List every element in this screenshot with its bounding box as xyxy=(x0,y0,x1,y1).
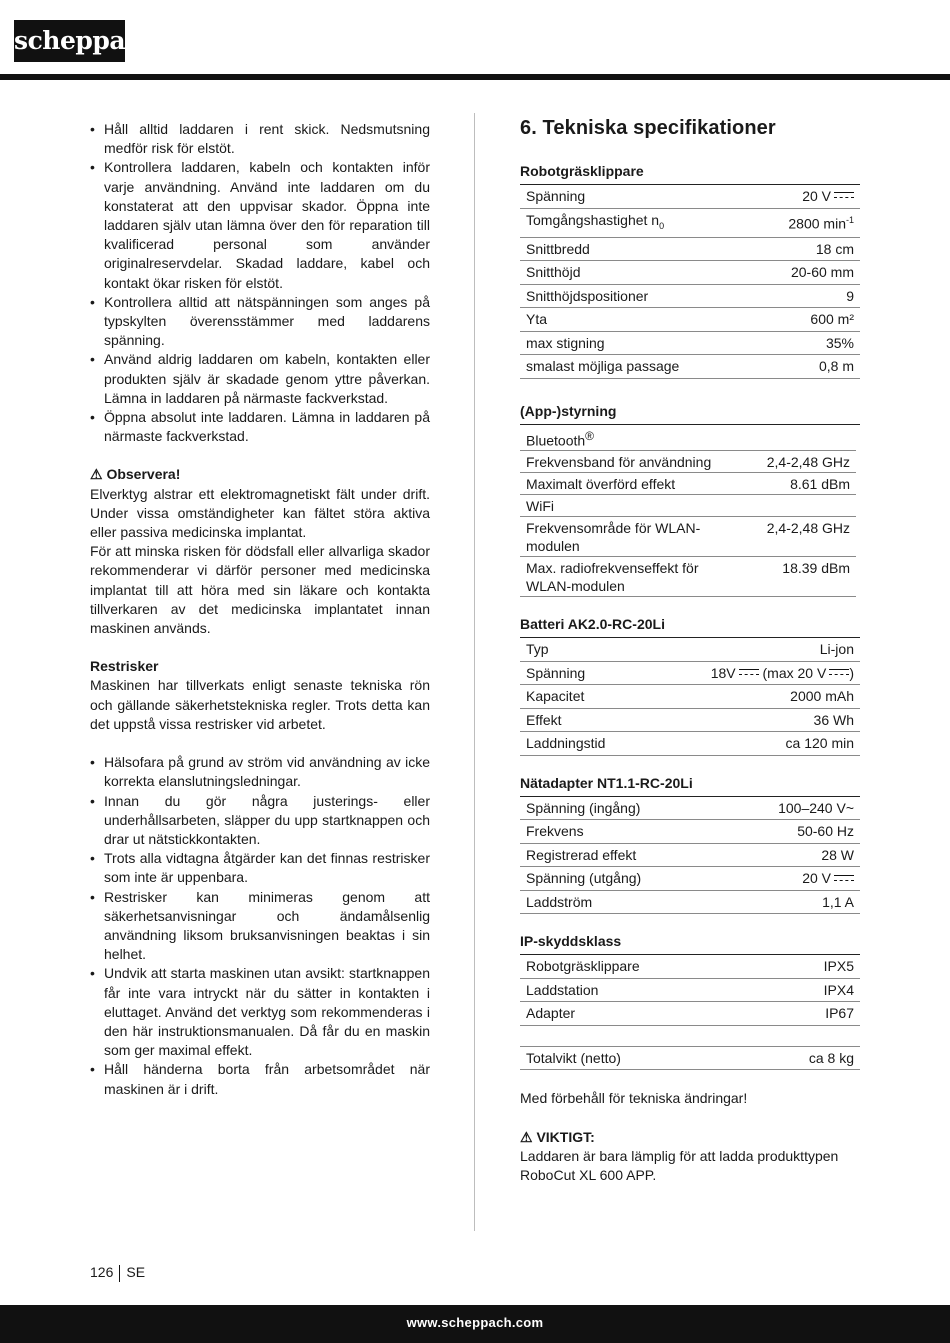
app-control-heading: (App-)styrning xyxy=(520,401,860,425)
table-row xyxy=(520,517,856,557)
list-item: • Öppna absolut inte laddaren. Lämna in laddaren på närmaste fackverkstad. xyxy=(90,408,430,446)
spec-value: 36 Wh xyxy=(646,708,860,732)
spec-label: Bluetooth® xyxy=(520,425,720,451)
important-heading: ⚠ VIKTIGT: xyxy=(520,1128,595,1145)
spec-label: Effekt xyxy=(520,708,646,732)
spec-value: IP67 xyxy=(754,1002,860,1026)
list-item: • Innan du gör några justerings- eller underhållsarbeten, släpper du upp startknappen och drar ut nätstickkontakten. xyxy=(90,792,430,850)
spec-value: 18 cm xyxy=(751,237,860,261)
spec-value: 2800 $\min^{-1}$ xyxy=(751,208,860,237)
table-row xyxy=(520,978,860,1002)
spec-label: Maximalt överförd effekt xyxy=(520,473,720,495)
spec-value: 2,4-2,48 GHz xyxy=(720,451,856,473)
adapter-spec-table xyxy=(520,797,860,915)
table-row xyxy=(520,820,860,844)
scheppach-logo: scheppach xyxy=(14,20,125,62)
spec-value: 35% xyxy=(751,331,860,355)
observe-paragraph: Elverktyg alstrar ett elektromagnetiskt fält under drift. Under vissa omständigheter kan fältet störa aktiva eller passiva medicinska implantat. xyxy=(90,485,430,541)
spec-label: Frekvens xyxy=(520,820,721,844)
spec-label: Spänning xyxy=(520,185,751,208)
spec-label xyxy=(520,1025,754,1046)
spec-value: ca 8 kg xyxy=(754,1046,860,1070)
spec-value: ca 120 min xyxy=(646,732,860,756)
charger-safety-list xyxy=(90,120,430,446)
table-row xyxy=(520,557,856,597)
spec-value: IPX4 xyxy=(754,978,860,1002)
table-row xyxy=(520,237,860,261)
spec-value: 50-60 Hz xyxy=(721,820,860,844)
spec-label: Robotgräsklippare xyxy=(520,955,754,978)
ip-class-heading: IP-skyddsklass xyxy=(520,931,860,955)
spec-value: 20-60 mm xyxy=(751,261,860,285)
important-note xyxy=(520,1128,860,1186)
list-item: • Håll händerna borta från arbetsområdet när maskinen är i drift. xyxy=(90,1060,430,1098)
spec-label: Kapacitet xyxy=(520,685,646,709)
footer-website[interactable]: www.scheppach.com xyxy=(0,1305,950,1343)
important-text: Laddaren är bara lämplig för att ladda produkttypen RoboCut XL 600 APP. xyxy=(520,1147,839,1184)
spec-value: 18.39 dBm xyxy=(720,557,856,597)
spec-value: 9 xyxy=(751,284,860,308)
table-row xyxy=(520,425,856,451)
table-row xyxy=(520,208,860,237)
table-row xyxy=(520,1002,860,1026)
spec-label: Snitthöjdspositioner xyxy=(520,284,751,308)
table-row xyxy=(520,284,860,308)
list-item: • Hälsofara på grund av ström vid användning av icke korrekta elanslutningsledningar. xyxy=(90,753,430,791)
spec-label: Laddningstid xyxy=(520,732,646,756)
table-row xyxy=(520,955,860,978)
spec-value: 8.61 dBm xyxy=(720,473,856,495)
battery-heading: Batteri AK2.0-RC-20Li xyxy=(520,614,860,638)
residual-risks-heading: Restrisker xyxy=(90,658,159,675)
table-row xyxy=(520,261,860,285)
spec-label: Max. radiofrekvenseffekt för WLAN-modulen xyxy=(520,557,720,597)
spec-value: 0,8 m xyxy=(751,355,860,379)
table-row xyxy=(520,355,860,379)
spec-label: WiFi xyxy=(520,495,720,517)
spec-label: Laddström xyxy=(520,890,721,914)
dc-symbol-icon xyxy=(829,669,849,677)
adapter-heading: Nätadapter NT1.1-RC-20Li xyxy=(520,773,860,797)
spec-value: 28 W xyxy=(721,843,860,867)
page-number: 126 SE xyxy=(90,1264,146,1280)
table-row xyxy=(520,843,860,867)
table-row xyxy=(520,473,856,495)
column-divider xyxy=(474,113,475,1231)
spec-value: 20 V xyxy=(721,867,860,891)
spec-value: 18V (max 20 V ) xyxy=(646,661,860,685)
table-row xyxy=(520,638,860,661)
observe-heading: ⚠ Observera! xyxy=(90,466,181,483)
spec-label: Snittbredd xyxy=(520,237,751,261)
spec-label: Registrerad effekt xyxy=(520,843,721,867)
list-item: • Trots alla vidtagna åtgärder kan det finnas restrisker som inte är uppenbara. xyxy=(90,849,430,887)
dc-symbol-icon xyxy=(834,875,854,883)
spec-value: 2,4-2,48 GHz xyxy=(720,517,856,557)
spec-label: Yta xyxy=(520,308,751,332)
spec-value: 600 m² xyxy=(751,308,860,332)
table-row xyxy=(520,708,860,732)
spec-value xyxy=(720,425,856,451)
battery-spec-table xyxy=(520,638,860,756)
section-title: 6. Tekniska specifikationer xyxy=(520,117,776,139)
spec-label: Adapter xyxy=(520,1002,754,1026)
spec-value: 100–240 V~ xyxy=(721,797,860,820)
table-row xyxy=(520,685,860,709)
spec-label: Spänning xyxy=(520,661,646,685)
spec-value: 20 V xyxy=(751,185,860,208)
list-item: • Undvik att starta maskinen utan avsikt: startknappen får inte vara intryckt när du sätter in kontakten i eluttaget. Använd det verktyg som rekommenderas i den här instruktionsmanualen. Då får du en maskin som ger maximal effekt. xyxy=(90,964,430,1060)
spec-label: Typ xyxy=(520,638,646,661)
spec-value: 1,1 A xyxy=(721,890,860,914)
spec-label: Totalvikt (netto) xyxy=(520,1046,754,1070)
table-row xyxy=(520,797,860,820)
list-item: • Kontrollera laddaren, kabeln och kontakten inför varje användning. Använd inte laddaren om du konstaterat att den uppvisar skador. Öppna inte laddaren själv utan lämna över den för reparation till kvalificerad personal som använder originalreservdelar. Skadad laddare, kabel och kontakt ökar risken för elstöt. xyxy=(90,158,430,292)
spec-label: max stigning xyxy=(520,331,751,355)
table-row xyxy=(520,495,856,517)
spec-label: Snitthöjd xyxy=(520,261,751,285)
table-row xyxy=(520,732,860,756)
mower-heading: Robotgräsklippare xyxy=(520,161,860,185)
list-item: • Använd aldrig laddaren om kabeln, kontakten eller produkten själv är skadade genom yttre påverkan. Lämna in laddaren på närmaste fackverkstad. xyxy=(90,350,430,408)
dc-symbol-icon xyxy=(739,669,759,677)
mower-spec-table xyxy=(520,185,860,379)
table-row xyxy=(520,661,860,685)
spec-label: Frekvensområde för WLAN-modulen xyxy=(520,517,720,557)
table-row xyxy=(520,1025,860,1046)
header-rule xyxy=(0,74,950,80)
spec-label: Spänning (utgång) xyxy=(520,867,721,891)
table-row xyxy=(520,331,860,355)
table-row xyxy=(520,308,860,332)
spec-value xyxy=(754,1025,860,1046)
spec-label: Frekvensband för användning xyxy=(520,451,720,473)
spec-value: IPX5 xyxy=(754,955,860,978)
spec-label: smalast möjliga passage xyxy=(520,355,751,379)
spec-value xyxy=(720,495,856,517)
spec-label: Tomgångshastighet $n_0$ xyxy=(520,208,751,237)
spec-value: 2000 mAh xyxy=(646,685,860,709)
table-row xyxy=(520,890,860,914)
table-row xyxy=(520,185,860,208)
residual-risks-paragraph: Maskinen har tillverkats enligt senaste tekniska rön och gällande säkerhetstekniska regler. Trots detta kan det uppstå vissa restrisker vid arbetet. xyxy=(90,677,430,732)
dc-symbol-icon xyxy=(834,192,854,200)
spec-label: Laddstation xyxy=(520,978,754,1002)
right-column xyxy=(520,112,860,1185)
table-row xyxy=(520,451,856,473)
technical-reservation: Med förbehåll för tekniska ändringar! xyxy=(520,1090,748,1107)
residual-risks-list xyxy=(90,753,430,1099)
spec-value: Li-jon xyxy=(646,638,860,661)
list-item: • Kontrollera alltid att nätspänningen som anges på typskylten överensstämmer med laddarens spänning. xyxy=(90,293,430,351)
observe-paragraph-2: För att minska risken för dödsfall eller allvarliga skador rekommenderar vi därför personer med medicinska implantat till att höra med sin läkare och kontakta tillverkaren av det medicinska implantatet innan maskinen används. xyxy=(90,543,430,637)
app-control-table xyxy=(520,425,856,598)
ip-class-table xyxy=(520,955,860,1070)
spec-label: Spänning (ingång) xyxy=(520,797,721,820)
table-row xyxy=(520,1046,860,1070)
list-item: • Håll alltid laddaren i rent skick. Nedsmutsning medför risk för elstöt. xyxy=(90,120,430,158)
table-row xyxy=(520,867,860,891)
left-column xyxy=(90,120,430,1099)
list-item: • Restrisker kan minimeras genom att säkerhetsanvisningar och ändamålsenlig användning liksom bruksanvisningen beaktas i sin helhet. xyxy=(90,888,430,965)
